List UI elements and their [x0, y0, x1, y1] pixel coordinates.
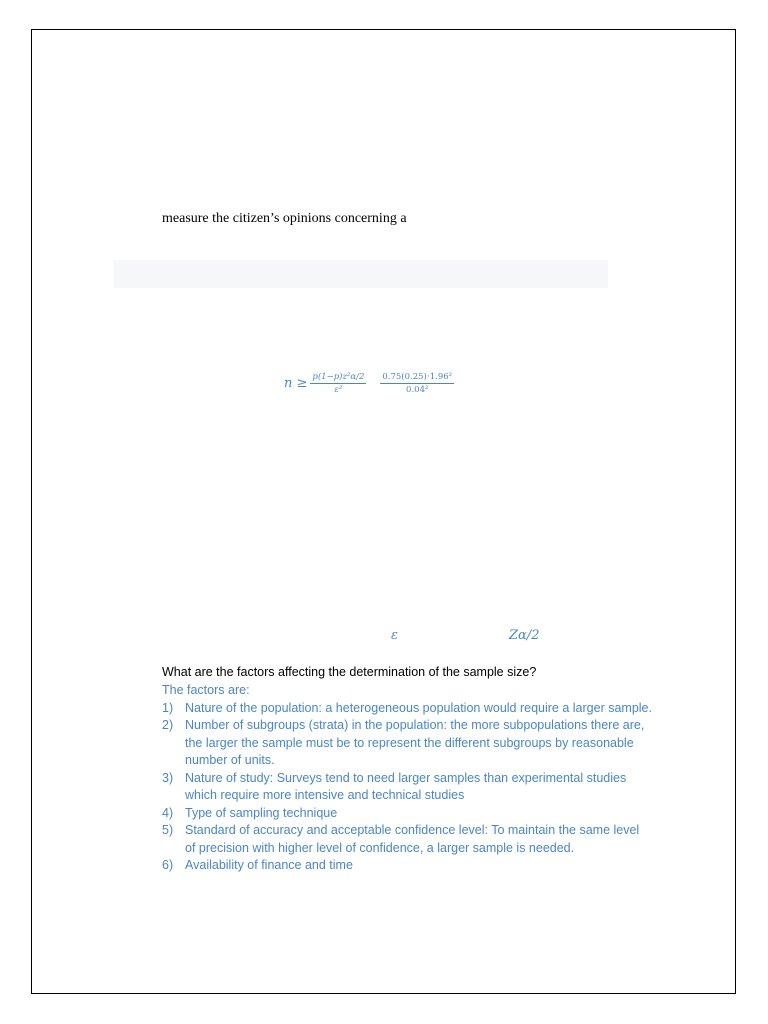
question-heading: What are the factors affecting the determination of the sample size? — [162, 665, 537, 679]
list-item — [162, 770, 652, 805]
formula-fraction-numeric-numerator: 0.75(0.25)⋅1.96² — [382, 372, 453, 382]
formula-fraction-numeric-denominator: 0.04² — [406, 385, 429, 395]
list-item-text: Type of sampling technique — [185, 805, 338, 820]
list-item-text: Nature of study: Surveys tend to need larger samples than experimental studies which require more intensive and technical studies — [185, 770, 627, 802]
list-item-number: 6) — [162, 858, 174, 872]
answer-lead: The factors are: — [162, 683, 250, 697]
intro-text: measure the citizen’s opinions concerning a — [162, 211, 407, 226]
formula-fraction-general-numerator: p(1−p)z²α/2 — [312, 372, 365, 382]
formula-lhs: n ≥ — [284, 376, 308, 391]
formula-fraction-general — [310, 372, 366, 395]
answer-block — [162, 682, 652, 875]
list-item-number: 5) — [162, 823, 174, 837]
list-item — [162, 822, 652, 857]
sample-size-formula — [284, 372, 454, 395]
list-item-number: 4) — [162, 805, 174, 820]
factors-list — [162, 700, 652, 875]
list-item — [162, 805, 652, 823]
z-alpha-symbol: Zα/2 — [509, 628, 540, 643]
epsilon-symbol: ε — [391, 628, 398, 643]
list-item-text: Nature of the population: a heterogeneous population would require a larger sample. — [185, 700, 652, 715]
list-item-number: 2) — [162, 718, 174, 732]
list-item-number: 3) — [162, 770, 174, 785]
formula-fraction-numeric — [380, 372, 454, 395]
list-item — [162, 717, 652, 770]
list-item-number: 1) — [162, 700, 174, 715]
list-item-text: Standard of accuracy and acceptable confidence level: To maintain the same level of precision with higher level of confidence, a larger sample is needed. — [185, 823, 640, 855]
list-item — [162, 700, 652, 718]
list-item — [162, 857, 652, 875]
list-item-text: Availability of finance and time — [185, 858, 353, 872]
formula-fraction-general-denominator: ε² — [334, 385, 343, 395]
shaded-band — [114, 260, 608, 288]
list-item-text: Number of subgroups (strata) in the population: the more subpopulations there are, the larger the sample must be to represent the different subgroups by reasonable number of units. — [185, 718, 645, 767]
